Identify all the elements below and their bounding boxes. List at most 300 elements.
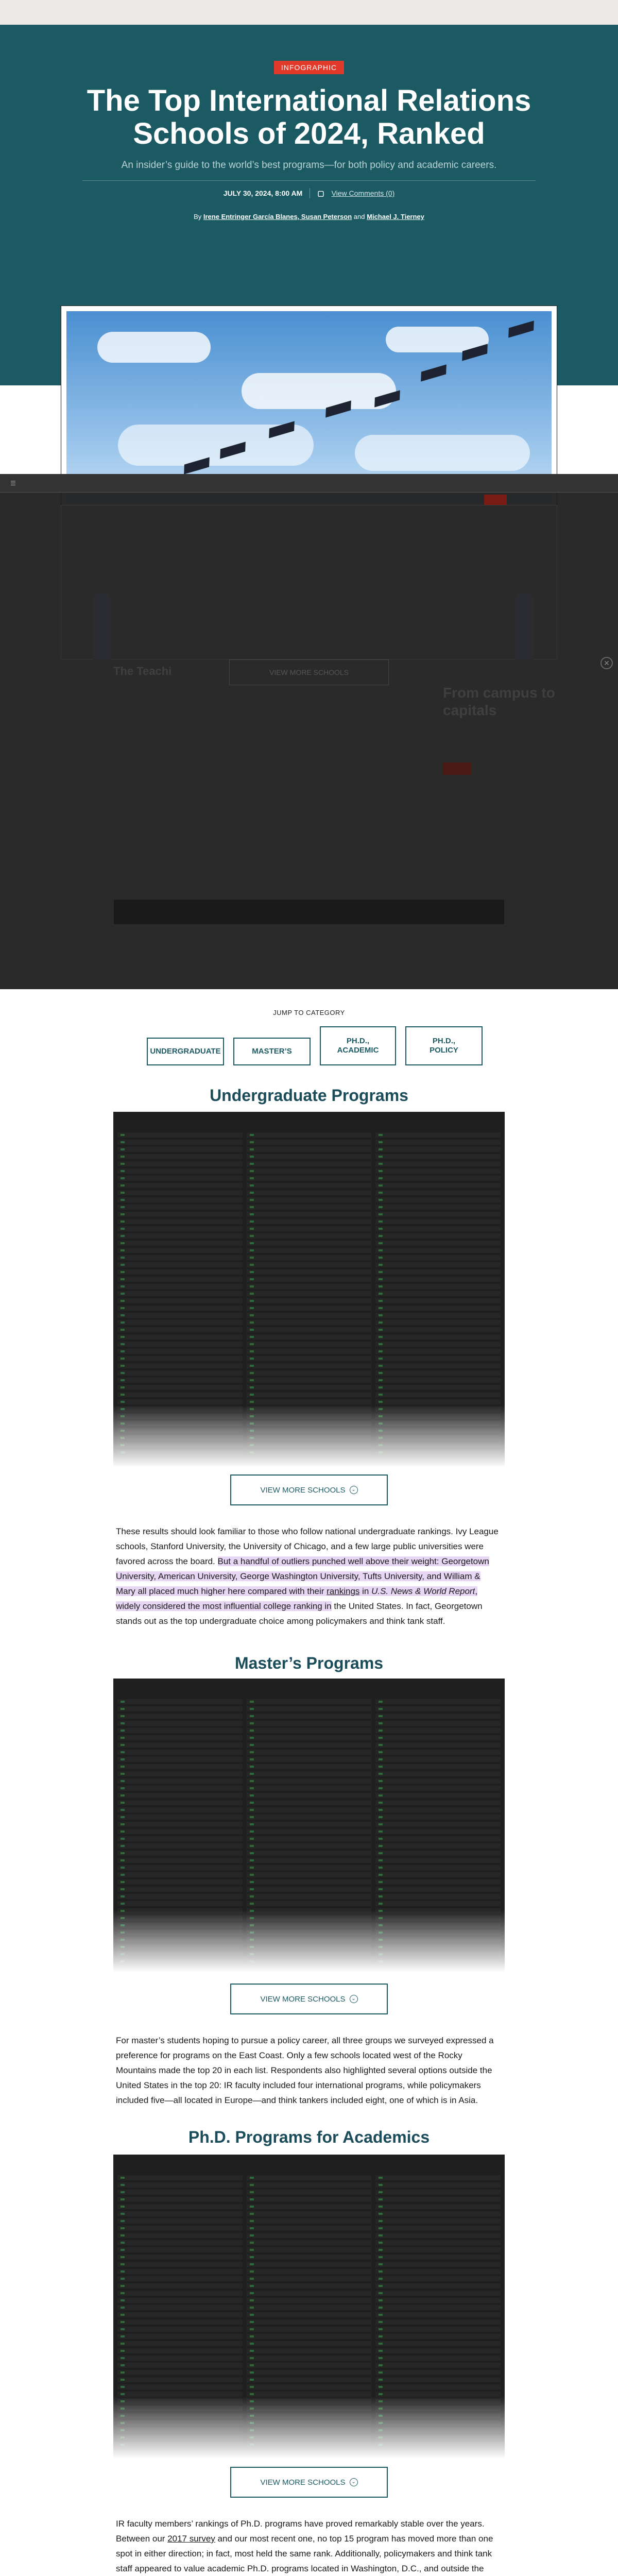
table-row <box>375 2341 501 2346</box>
table-row <box>117 1370 243 1376</box>
table-row <box>375 1140 501 1145</box>
modal-overlay[interactable] <box>0 474 618 989</box>
table-row <box>117 2247 243 2252</box>
section-title: Undergraduate Programs <box>210 1086 408 1105</box>
table-row <box>247 1894 372 1899</box>
table-row <box>117 1298 243 1303</box>
table-row <box>247 1851 372 1856</box>
table-row <box>375 1284 501 1289</box>
highlighted-text: But a handful of outliers punched well above their weight: Georgetown University, American University, George Washington University, Tufts University, and William & Mary all placed much higher here compared with their <box>116 1556 489 1596</box>
table-row <box>117 2269 243 2274</box>
byline <box>0 213 618 221</box>
table-row <box>117 2319 243 2325</box>
table-row <box>375 1786 501 1791</box>
table-row <box>247 1284 372 1289</box>
table-row <box>247 1233 372 1239</box>
table-row <box>375 1183 501 1188</box>
table-row <box>117 1197 243 1202</box>
overlay-subscribe-button <box>484 495 507 505</box>
table-row <box>117 1901 243 1906</box>
table-row <box>247 1320 372 1325</box>
table-row <box>247 1800 372 1805</box>
table-row <box>247 1190 372 1195</box>
table-row <box>247 2182 372 2188</box>
table-row <box>375 1822 501 1827</box>
table-row <box>117 2283 243 2289</box>
table-row <box>247 2276 372 2281</box>
table-row <box>117 1807 243 1812</box>
cap-icon <box>508 320 534 337</box>
table-row <box>375 1742 501 1748</box>
table-row <box>247 1757 372 1762</box>
table-row <box>247 1262 372 1267</box>
silhouette-shape <box>93 592 111 659</box>
table-row <box>247 1277 372 1282</box>
table-row <box>117 2204 243 2209</box>
table-row <box>117 1140 243 1145</box>
table-row <box>375 2377 501 2382</box>
table-row <box>117 1132 243 1138</box>
table-row <box>117 2312 243 2317</box>
table-row <box>117 2211 243 2216</box>
table-row <box>117 1887 243 1892</box>
table-row <box>247 1363 372 1368</box>
table-row <box>375 1865 501 1870</box>
highlighted-text: in <box>359 1586 372 1596</box>
table-row <box>247 1815 372 1820</box>
article-subtitle: An insider’s guide to the world’s best programs—for both policy and academic careers. <box>121 160 497 171</box>
table-row <box>375 1241 501 1246</box>
table-row <box>247 1132 372 1138</box>
table-row <box>375 1750 501 1755</box>
table-row <box>375 1132 501 1138</box>
table-row <box>375 2190 501 2195</box>
table-row <box>247 1212 372 1217</box>
table-row <box>247 1248 372 1253</box>
table-row <box>247 1356 372 1361</box>
table-row <box>117 2341 243 2346</box>
table-row <box>117 1836 243 1841</box>
table-row <box>247 1298 372 1303</box>
table-row <box>117 1248 243 1253</box>
table-row <box>375 1161 501 1166</box>
table-row <box>117 1356 243 1361</box>
tab-masters[interactable]: MASTER’S <box>233 1038 311 1065</box>
tab-undergraduate[interactable]: UNDERGRADUATE <box>147 1038 224 1065</box>
table-row <box>117 1865 243 1870</box>
table-row <box>375 1858 501 1863</box>
section-undergraduate <box>0 1086 618 1105</box>
paragraph-text: the United States. In fact, Georgetown stands out as the top undergraduate choice among policymakers and think tank staff. <box>116 1601 483 1626</box>
table-row <box>375 2312 501 2317</box>
table-row <box>247 2190 372 2195</box>
table-row <box>375 1851 501 1856</box>
table-row <box>117 1212 243 1217</box>
table-row <box>375 2175 501 2180</box>
table-row <box>117 1378 243 1383</box>
view-more-label: VIEW MORE SCHOOLS <box>260 1994 346 2004</box>
table-row <box>117 1161 243 1166</box>
table-row <box>117 2175 243 2180</box>
table-row <box>375 1262 501 1267</box>
rankings-link[interactable]: rankings <box>327 1586 360 1596</box>
table-row <box>247 1901 372 1906</box>
table-header <box>113 1112 505 1130</box>
table-row <box>375 1255 501 1260</box>
paragraph-text: and our most recent one, no top 15 program has moved more than one spot in either direction; in fact, most held the same rank. Additionally, policymakers and think tank staff appeared to value academic Ph.D. programs located in Washington, D.C., and outside the <box>116 2534 493 2573</box>
table-row <box>375 1313 501 1318</box>
table-row <box>375 2298 501 2303</box>
table-row <box>247 1872 372 1877</box>
infographic-badge[interactable]: INFOGRAPHIC <box>274 61 344 74</box>
table-row <box>247 1865 372 1870</box>
table-row <box>117 1843 243 1849</box>
table-row <box>375 1342 501 1347</box>
table-row <box>247 1334 372 1340</box>
chevron-down-icon: ⌄ <box>350 1486 358 1494</box>
view-comments-link[interactable]: View Comments (0) <box>331 189 395 197</box>
table-row <box>375 1800 501 1805</box>
table-row <box>375 1771 501 1776</box>
table-row <box>375 1197 501 1202</box>
silhouette-shape <box>515 592 534 659</box>
table-fade <box>113 1405 505 1467</box>
table-header <box>113 1679 505 1697</box>
table-row <box>375 2247 501 2252</box>
close-icon[interactable]: ✕ <box>600 657 613 669</box>
table-row <box>117 2305 243 2310</box>
overlay-heading-left: The Teachi <box>113 665 172 677</box>
table-row <box>117 2334 243 2339</box>
table-row <box>117 2262 243 2267</box>
table-row <box>375 1815 501 1820</box>
table-row <box>375 1843 501 1849</box>
paragraph-text: IR faculty members’ rankings of Ph.D. programs have proved remarkably stable over the years. Between our <box>116 2519 485 2544</box>
chevron-down-icon: ⌄ <box>350 1995 358 2003</box>
table-row <box>117 2348 243 2353</box>
table-row <box>375 1291 501 1296</box>
article-meta <box>0 188 618 198</box>
table-row <box>375 1836 501 1841</box>
chevron-down-icon: ⌄ <box>350 2478 358 2486</box>
table-row <box>117 2298 243 2303</box>
byline-prefix: By <box>194 213 202 221</box>
undergrad-table <box>113 1112 505 1467</box>
table-row <box>247 2197 372 2202</box>
table-fade <box>113 2397 505 2459</box>
view-more-undergrad-button[interactable] <box>230 1475 388 1505</box>
table-row <box>117 1742 243 1748</box>
table-row <box>247 2305 372 2310</box>
overlay-right-button <box>443 762 471 775</box>
table-row <box>117 1334 243 1340</box>
table-row <box>117 1284 243 1289</box>
phd-academic-paragraph <box>116 2516 502 2576</box>
table-row <box>117 2255 243 2260</box>
table-row <box>117 2226 243 2231</box>
table-row <box>247 2319 372 2325</box>
table-row <box>117 1241 243 1246</box>
table-row <box>375 2269 501 2274</box>
table-row <box>247 1241 372 1246</box>
table-row <box>247 2327 372 2332</box>
table-row <box>375 2255 501 2260</box>
table-row <box>247 1140 372 1145</box>
table-row <box>375 2363 501 2368</box>
overlay-view-more-button: VIEW MORE SCHOOLS <box>229 659 389 685</box>
table-row <box>247 1793 372 1798</box>
overlay-table-ghost <box>61 505 557 659</box>
table-row <box>247 1168 372 1174</box>
table-row <box>247 1879 372 1885</box>
table-row <box>247 1728 372 1733</box>
section-phd-academic <box>0 2128 618 2147</box>
table-row <box>375 1764 501 1769</box>
table-row <box>117 1255 243 1260</box>
table-row <box>117 1154 243 1159</box>
table-row <box>117 1205 243 1210</box>
masters-table <box>113 1679 505 1972</box>
table-row <box>117 1176 243 1181</box>
table-row <box>375 2392 501 2397</box>
view-more-label: VIEW MORE SCHOOLS <box>260 1485 346 1495</box>
table-row <box>117 1879 243 1885</box>
table-row <box>247 2283 372 2289</box>
table-row <box>375 1356 501 1361</box>
table-row <box>247 2247 372 2252</box>
table-row <box>375 2218 501 2224</box>
section-masters <box>0 1654 618 1673</box>
table-row <box>375 1757 501 1762</box>
table-row <box>117 1233 243 1239</box>
table-row <box>117 2276 243 2281</box>
table-row <box>375 1233 501 1239</box>
table-row <box>247 1836 372 1841</box>
table-row <box>375 2334 501 2339</box>
table-row <box>117 1269 243 1275</box>
table-row <box>375 1334 501 1340</box>
table-row <box>117 1399 243 1404</box>
overlay-bottom-bar <box>113 899 505 925</box>
table-row <box>117 1313 243 1318</box>
undergrad-paragraph <box>116 1524 502 1629</box>
section-title: Ph.D. Programs for Academics <box>188 2128 430 2146</box>
table-row <box>375 1226 501 1231</box>
table-row <box>247 2211 372 2216</box>
table-row <box>375 2276 501 2281</box>
table-row <box>117 1385 243 1390</box>
table-row <box>247 1887 372 1892</box>
tab-phd-academic[interactable]: PH.D., ACADEMIC <box>320 1026 396 1065</box>
table-row <box>375 2240 501 2245</box>
table-row <box>117 1800 243 1805</box>
table-row <box>375 2233 501 2238</box>
table-row <box>117 1327 243 1332</box>
table-row <box>375 2283 501 2289</box>
table-row <box>375 1363 501 1368</box>
table-row <box>247 2291 372 2296</box>
table-row <box>375 2262 501 2267</box>
tab-phd-policy[interactable]: PH.D., POLICY <box>405 1026 483 1065</box>
table-row <box>247 2262 372 2267</box>
table-row <box>117 1894 243 1899</box>
table-row <box>117 1858 243 1863</box>
article-hero <box>0 25 618 385</box>
table-row <box>375 1872 501 1877</box>
table-row <box>247 2218 372 2224</box>
table-row <box>117 1183 243 1188</box>
table-row <box>375 1205 501 1210</box>
table-row <box>117 2370 243 2375</box>
cap-icon <box>421 364 447 381</box>
table-row <box>117 1786 243 1791</box>
table-row <box>375 2384 501 2389</box>
table-row <box>117 1226 243 1231</box>
byline-and: and <box>353 213 365 221</box>
table-row <box>375 1327 501 1332</box>
table-row <box>375 2327 501 2332</box>
table-row <box>117 1721 243 1726</box>
table-row <box>375 1349 501 1354</box>
table-row <box>247 1771 372 1776</box>
survey-link[interactable]: 2017 survey <box>167 2534 215 2544</box>
table-row <box>247 1313 372 1318</box>
table-row <box>247 1721 372 1726</box>
table-row <box>375 1728 501 1733</box>
browser-top-strip <box>0 0 618 25</box>
table-row <box>117 1771 243 1776</box>
table-row <box>117 1291 243 1296</box>
jump-to-category-label: JUMP TO CATEGORY <box>273 1009 345 1016</box>
table-row <box>375 1269 501 1275</box>
view-more-phd-academic-button[interactable] <box>230 2467 388 2498</box>
table-row <box>247 1764 372 1769</box>
table-row <box>117 1851 243 1856</box>
table-row <box>117 1320 243 1325</box>
table-row <box>375 2348 501 2353</box>
table-row <box>117 1306 243 1311</box>
table-row <box>375 1219 501 1224</box>
view-more-masters-button[interactable] <box>230 1984 388 2014</box>
table-row <box>117 2291 243 2296</box>
table-row <box>247 1291 372 1296</box>
table-row <box>247 1378 372 1383</box>
table-row <box>247 1858 372 1863</box>
table-row <box>247 1392 372 1397</box>
table-row <box>375 1248 501 1253</box>
table-row <box>247 2269 372 2274</box>
table-row <box>375 2319 501 2325</box>
table-row <box>247 2240 372 2245</box>
table-row <box>375 1147 501 1152</box>
table-row <box>117 2218 243 2224</box>
menu-icon: ☰ <box>10 479 16 487</box>
table-row <box>247 1205 372 1210</box>
table-row <box>247 2348 372 2353</box>
table-row <box>375 1212 501 1217</box>
table-row <box>375 1879 501 1885</box>
section-title: Master’s Programs <box>234 1654 384 1672</box>
table-row <box>247 2355 372 2361</box>
table-row <box>247 1226 372 1231</box>
table-row <box>117 2363 243 2368</box>
table-row <box>247 2204 372 2209</box>
author-last[interactable]: Michael J. Tierney <box>367 213 424 221</box>
table-row <box>375 1392 501 1397</box>
table-row <box>247 2377 372 2382</box>
table-row <box>247 2255 372 2260</box>
publish-date: JULY 30, 2024, 8:00 AM <box>223 189 303 197</box>
table-row <box>375 1699 501 1704</box>
overlay-heading-right: From campus to capitals <box>443 685 555 718</box>
table-row <box>247 1822 372 1827</box>
paragraph-text: These results should look familiar to those who follow national undergraduate rankings. Ivy League schools, Stanford University, the University of Chicago, and a few large public universities were favored across the board. <box>116 1527 499 1566</box>
table-row <box>247 1778 372 1784</box>
table-row <box>117 1342 243 1347</box>
highlighted-text: , widely considered the most influential college ranking in <box>116 1586 478 1611</box>
table-row <box>247 1183 372 1188</box>
table-row <box>247 2370 372 2375</box>
table-row <box>375 2211 501 2216</box>
table-row <box>375 1706 501 1711</box>
table-row <box>247 1843 372 1849</box>
table-row <box>117 1219 243 1224</box>
table-row <box>247 1370 372 1376</box>
table-row <box>375 1793 501 1798</box>
table-row <box>247 2226 372 2231</box>
table-row <box>117 2240 243 2245</box>
table-row <box>247 2341 372 2346</box>
table-row <box>375 2355 501 2361</box>
table-row <box>375 1277 501 1282</box>
table-row <box>247 1706 372 1711</box>
table-row <box>247 2175 372 2180</box>
table-row <box>375 1378 501 1383</box>
table-header <box>113 2155 505 2173</box>
table-row <box>375 2291 501 2296</box>
table-row <box>117 1699 243 1704</box>
table-row <box>375 2226 501 2231</box>
table-row <box>117 1735 243 1740</box>
author-names[interactable]: Irene Entringer García Blanes, Susan Peterson <box>203 213 352 221</box>
publication-name: U.S. News & World Report <box>371 1586 475 1596</box>
category-tabs <box>147 1026 483 1065</box>
table-row <box>247 1255 372 1260</box>
table-row <box>117 1363 243 1368</box>
view-more-label: VIEW MORE SCHOOLS <box>260 2478 346 2487</box>
table-row <box>247 1161 372 1166</box>
masters-paragraph: For master’s students hoping to pursue a policy career, all three groups we surveyed expressed a preference for programs on the East Coast. Only a few schools located west of the Rocky Mountains made the top 20 in each list. Respondents also highlighted several options outside the United States in the top 20: IR faculty included four international programs, while policymakers included five—all located in Europe—and think tankers included eight, one of which is in Asia. <box>116 2036 494 2105</box>
phd-academic-table <box>113 2155 505 2459</box>
table-row <box>117 1168 243 1174</box>
table-row <box>117 1277 243 1282</box>
table-row <box>247 1829 372 1834</box>
table-row <box>117 1822 243 1827</box>
table-row <box>247 1807 372 1812</box>
table-row <box>117 2233 243 2238</box>
table-row <box>117 1872 243 1877</box>
table-row <box>247 2392 372 2397</box>
table-row <box>247 1327 372 1332</box>
table-row <box>117 1750 243 1755</box>
table-row <box>247 2298 372 2303</box>
table-row <box>375 1721 501 1726</box>
table-row <box>117 1757 243 1762</box>
table-row <box>247 1269 372 1275</box>
table-row <box>375 1901 501 1906</box>
table-row <box>247 2363 372 2368</box>
table-row <box>375 2204 501 2209</box>
